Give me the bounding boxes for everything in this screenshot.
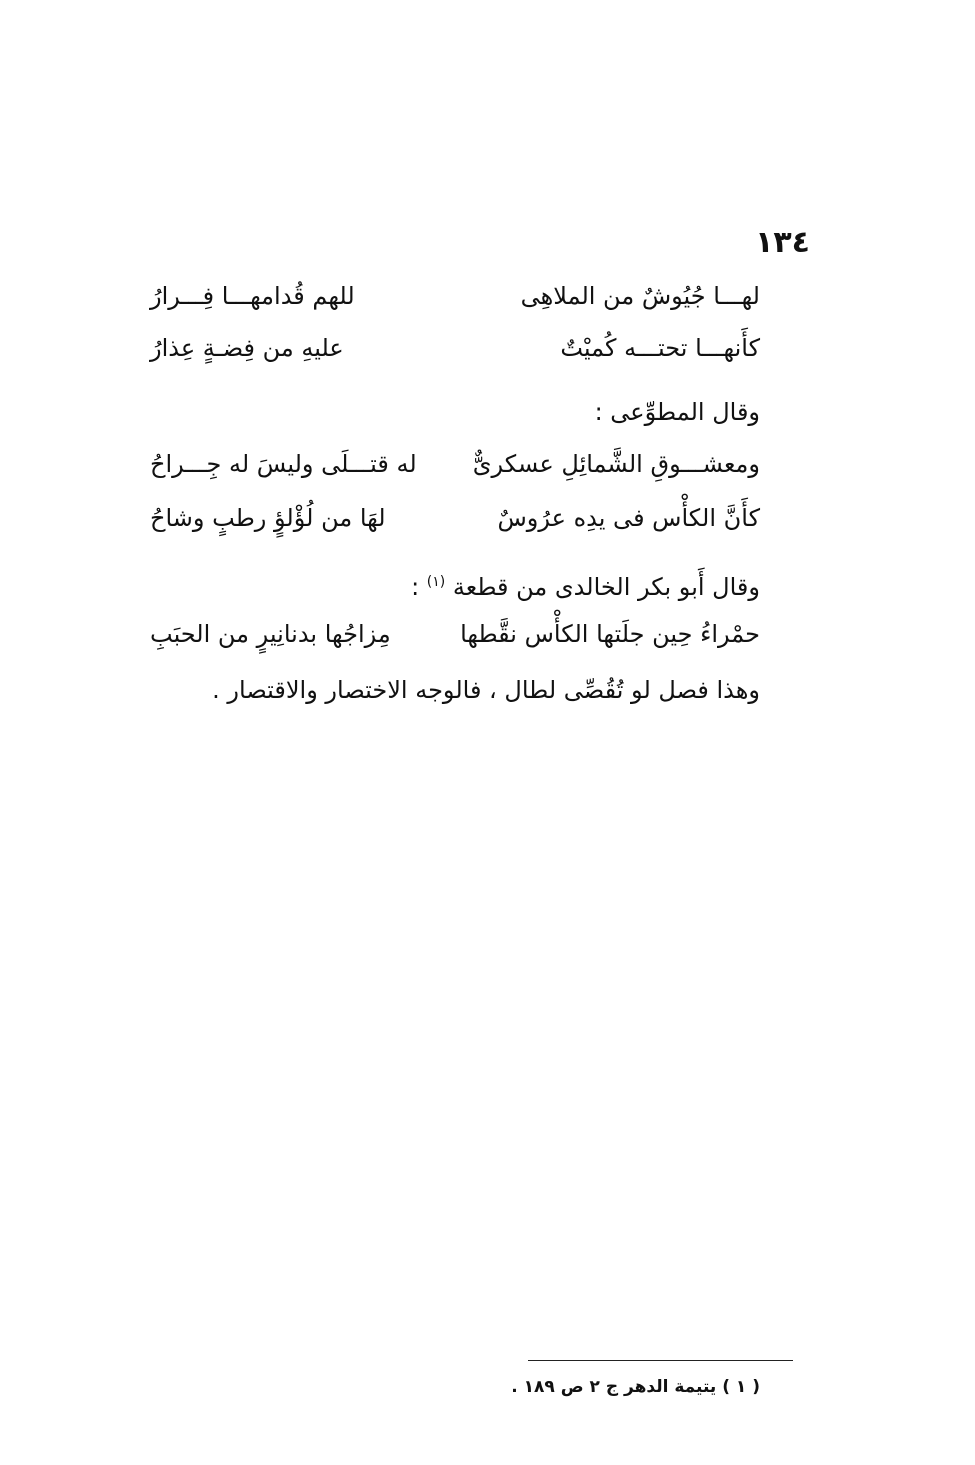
footnote-divider — [528, 1360, 793, 1361]
verse-second-hemistich: للهم قُدامهـــا فِـــرارُ — [150, 282, 355, 310]
poet-intro-text: وقال أَبو بكر الخالدى من قطعة — [452, 573, 760, 601]
footnote-reference: (١) — [426, 574, 446, 590]
poet-intro-line: وقال المطوِّعى : — [594, 398, 760, 426]
verse-second-hemistich: له قتـــلَى وليسَ له جِـــراحُ — [150, 450, 417, 478]
verse-line — [150, 494, 760, 542]
verse-second-hemistich: لهَا من لُؤْلؤٍ رطبٍ وشاحُ — [150, 504, 386, 532]
footnote: ( ١ ) يتيمة الدهر ج ٢ ص ١٨٩ . — [511, 1377, 760, 1397]
verse-line — [150, 324, 760, 372]
verse-first-hemistich: حمْراءُ حِين جلَتها الكأْس نقَّطها — [460, 620, 760, 648]
verse-second-hemistich: عليهِ من فِضـةٍ عِذارُ — [150, 334, 344, 362]
verse-second-hemistich: مِزاجُها بدنانِيرٍ من الحبَبِ — [150, 620, 391, 648]
closing-paragraph: وهذا فصل لو تُقُصِّى لطال ، فالوجه الاختصار والاقتصار . — [212, 676, 760, 704]
verse-first-hemistich: كأَنهـــا تحتـــه كُميْتٌ — [560, 334, 760, 362]
verse-line — [150, 610, 760, 658]
verse-first-hemistich: ومعشـــوقِ الشَّمائِلِ عسكرىٌّ — [472, 450, 760, 478]
page-number: ١٣٤ — [755, 225, 810, 260]
intro-colon: : — [411, 573, 420, 601]
verse-line — [150, 272, 760, 320]
verse-first-hemistich: لهـــا جُيُوشٌ من الملاهِى — [520, 282, 760, 310]
poet-intro-line — [150, 558, 760, 611]
verse-line — [150, 440, 760, 488]
verse-first-hemistich: كأَنَّ الكأْس فى يدِه عرُوسٌ — [497, 504, 760, 532]
